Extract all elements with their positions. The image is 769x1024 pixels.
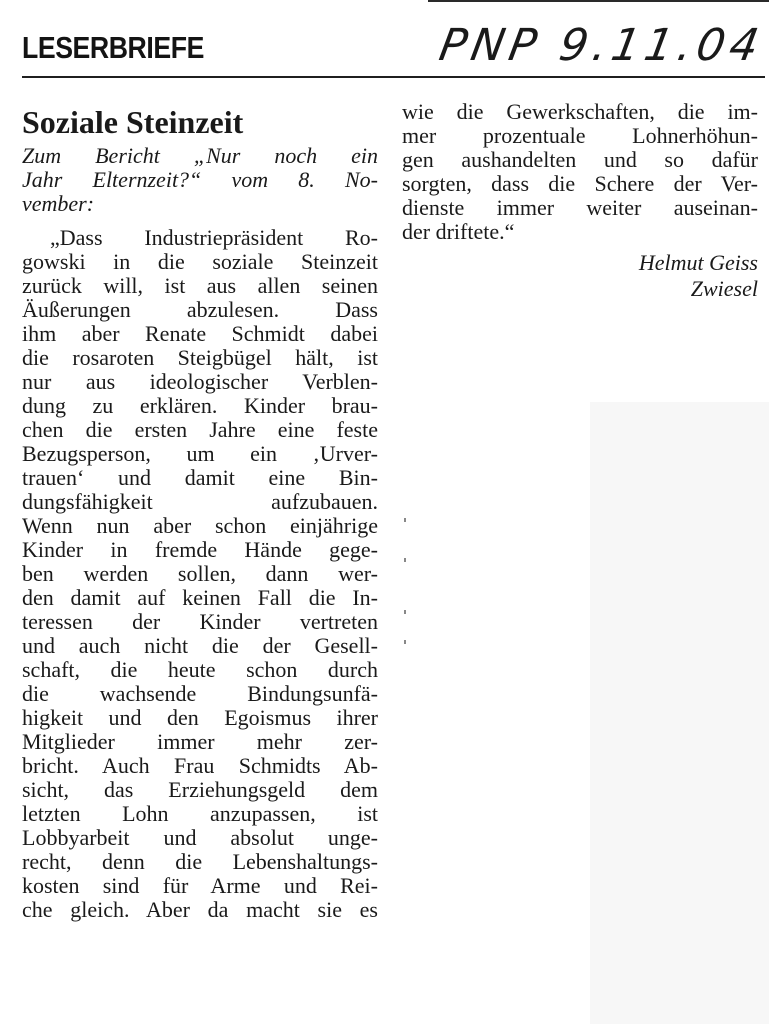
body-line: die wachsende Bindungsunfä- — [22, 681, 378, 706]
letter-reference — [22, 144, 378, 216]
reference-line: Zum Bericht „Nur noch ein — [22, 143, 378, 168]
body-line: „Dass Industriepräsident Ro- — [50, 225, 378, 250]
body-line: den damit auf keinen Fall die In- — [22, 585, 378, 610]
body-line: teressen der Kinder vertreten — [22, 609, 378, 634]
body-line: zurück will, ist aus allen seinen — [22, 273, 378, 298]
body-line: gowski in die soziale Steinzeit — [22, 249, 378, 274]
body-line: die rosaroten Steigbügel hält, ist — [22, 345, 378, 370]
body-line: Äußerungen abzulesen. Dass — [22, 297, 378, 322]
article-column-left — [22, 100, 378, 922]
body-line: der driftete.“ — [402, 219, 515, 244]
body-line: kosten sind für Arme und Rei- — [22, 873, 378, 898]
body-line: nur aus ideologischer Verblen- — [22, 369, 378, 394]
handwritten-note: PNP 9.11.04 — [435, 20, 768, 71]
body-line: dung zu erklären. Kinder brau- — [22, 393, 378, 418]
author-name: Helmut Geiss — [638, 250, 758, 275]
letter-headline: Soziale Steinzeit — [22, 104, 244, 140]
article-column-right — [402, 100, 758, 302]
scan-speck — [404, 640, 406, 644]
scan-speck — [404, 610, 406, 614]
body-line: trauen‘ und damit eine Bin- — [22, 465, 378, 490]
body-line: sicht, das Erziehungsgeld dem — [22, 777, 378, 802]
scan-speck — [404, 518, 406, 522]
body-line: und auch nicht die der Gesell- — [22, 633, 378, 658]
body-line: chen die ersten Jahre eine feste — [22, 417, 378, 442]
reference-line: Jahr Elternzeit?“ vom 8. No- — [22, 167, 378, 192]
author-location: Zwiesel — [690, 276, 758, 301]
body-line: recht, denn die Lebenshaltungs- — [22, 849, 378, 874]
reference-line: vember: — [22, 191, 95, 216]
body-line: higkeit und den Egoismus ihrer — [22, 705, 378, 730]
body-line: Wenn nun aber schon einjährige — [22, 513, 378, 538]
body-line: ihm aber Renate Schmidt dabei — [22, 321, 378, 346]
body-line: Mitglieder immer mehr zer- — [22, 729, 378, 754]
scan-shading — [590, 402, 769, 1024]
letter-signature — [402, 250, 758, 302]
section-title: LESERBRIEFE — [22, 30, 204, 65]
body-line: wie die Gewerkschaften, die im- — [402, 99, 758, 124]
body-line: schaft, die heute schon durch — [22, 657, 378, 682]
body-line: sorgten, dass die Schere der Ver- — [402, 171, 758, 196]
body-line: Kinder in fremde Hände gege- — [22, 537, 378, 562]
body-line: dienste immer weiter auseinan- — [402, 195, 758, 220]
top-edge-line — [428, 0, 769, 2]
body-line: dungsfähigkeit aufzubauen. — [22, 489, 378, 514]
body-line: gen aushandelten und so dafür — [402, 147, 758, 172]
body-line: letzten Lohn anzupassen, ist — [22, 801, 378, 826]
body-line: bricht. Auch Frau Schmidts Ab- — [22, 753, 378, 778]
body-line: che gleich. Aber da macht sie es — [22, 897, 378, 922]
letter-body-right — [402, 100, 758, 244]
body-line: Lobbyarbeit und absolut unge- — [22, 825, 378, 850]
body-line: Bezugsperson, um ein ‚Urver- — [22, 441, 378, 466]
body-line: mer prozentuale Lohnerhöhun- — [402, 123, 758, 148]
header-rule — [22, 76, 765, 78]
scan-speck — [404, 558, 406, 562]
body-line: ben werden sollen, dann wer- — [22, 561, 378, 586]
letter-body-left — [22, 226, 378, 922]
